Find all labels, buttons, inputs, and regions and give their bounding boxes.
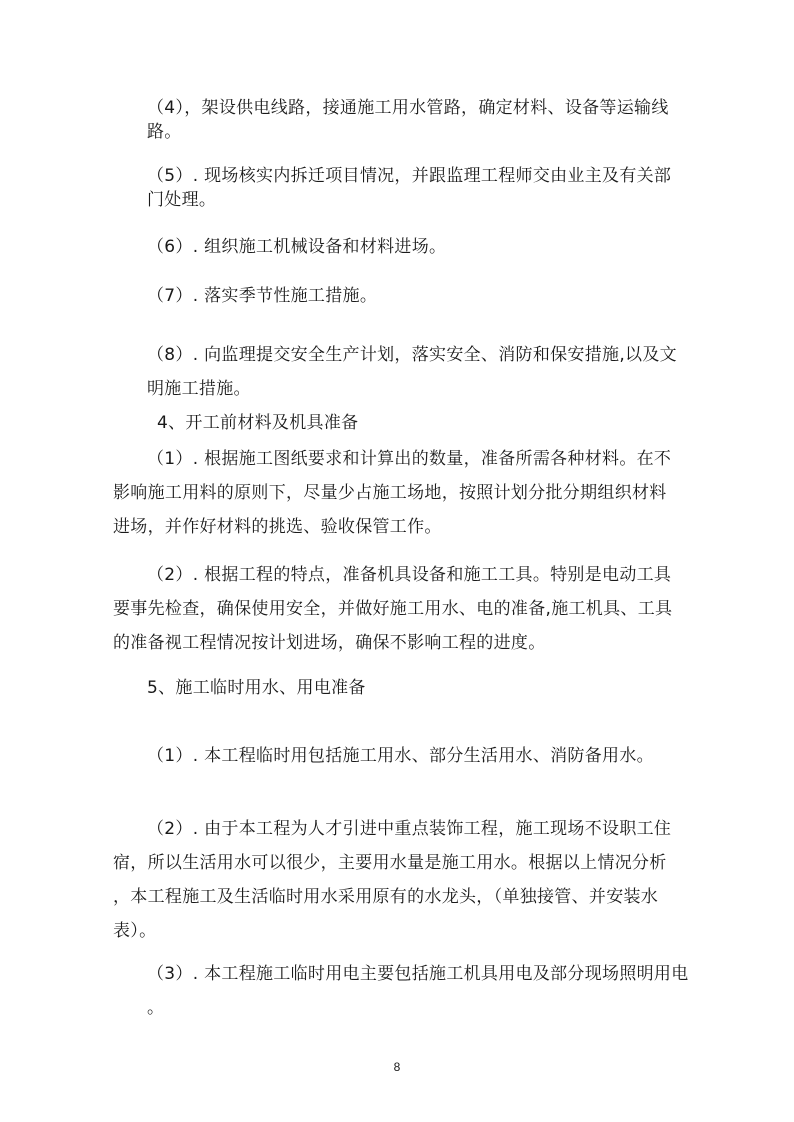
text-line: （2）. 由于本工程为人才引进中重点装饰工程，施工现场不设职工住: [147, 819, 672, 839]
text-line: （2）. 根据工程的特点，准备机具设备和施工工具。特别是电动工具: [147, 565, 672, 585]
text-line: 要事先检查，确保使用安全，并做好施工用水、电的准备,施工机具、工具: [113, 599, 673, 619]
text-line: 门处理。: [147, 190, 217, 210]
text-line: ，本工程施工及生活临时用水采用原有的水龙头，（单独接管、并安装水: [113, 887, 659, 907]
text-line: （6）. 组织施工机械设备和材料进场。: [147, 237, 447, 257]
section-heading: 4、开工前材料及机具准备: [157, 413, 359, 433]
page-number: 8: [393, 1060, 401, 1074]
text-line: （5）. 现场核实内拆迁项目情况，并跟监理工程师交由业主及有关部: [147, 166, 672, 186]
text-line: （1）. 本工程临时用包括施工用水、部分生活用水、消防备用水。: [147, 746, 654, 766]
text-line: 路。: [147, 122, 182, 142]
text-line: （3）. 本工程施工临时用电主要包括施工机具用电及部分现场照明用电: [147, 964, 689, 984]
text-line: （8）. 向监理提交安全生产计划，落实安全、消防和保安措施,以及文: [147, 345, 677, 365]
section-heading: 5、施工临时用水、用电准备: [147, 678, 366, 698]
text-line: 进场，并作好材料的挑选、验收保管工作。: [113, 517, 442, 537]
text-line: 明施工措施。: [147, 379, 251, 399]
text-line: 表）。: [113, 921, 157, 941]
text-line: 。: [147, 998, 165, 1018]
text-line: （4），架设供电线路，接通施工用水管路，确定材料、设备等运输线: [147, 98, 669, 118]
text-line: 宿，所以生活用水可以很少，主要用水量是施工用水。根据以上情况分析: [113, 853, 667, 873]
text-line: 影响施工用料的原则下，尽量少占施工场地，按照计划分批分期组织材料: [113, 483, 667, 503]
text-line: 的准备视工程情况按计划进场，确保不影响工程的进度。: [113, 633, 546, 653]
text-line: （7）. 落实季节性施工措施。: [147, 286, 378, 306]
text-line: （1）. 根据施工图纸要求和计算出的数量，准备所需各种材料。在不: [147, 449, 672, 469]
